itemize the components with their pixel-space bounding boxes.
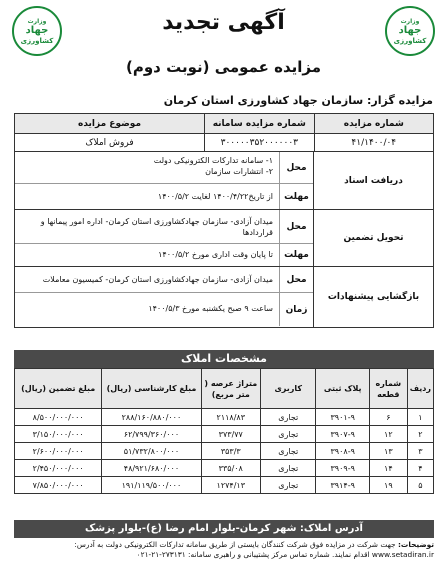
auction-subject: فروش املاک bbox=[85, 138, 134, 148]
cell: ۸/۵۰۰/۰۰۰/۰۰۰ bbox=[15, 409, 102, 426]
section-guarantee bbox=[15, 210, 433, 267]
section-row bbox=[15, 244, 313, 266]
cell: ۲۱۱۸/۸۳ bbox=[201, 409, 260, 426]
th-usage: کاربری bbox=[260, 369, 315, 409]
cell: تجاری bbox=[260, 460, 315, 477]
row-value: تا پایان وقت اداری مورخ ۱۴۰۰/۵/۲ bbox=[158, 250, 273, 259]
section-row bbox=[15, 184, 313, 209]
auction-number: ۴۱/۱۴۰۰/۰۴ bbox=[314, 134, 433, 151]
cell: ۴۸/۹۲۱/۶۸۰/۰۰۰ bbox=[102, 460, 201, 477]
section-row bbox=[15, 267, 313, 293]
section-label: تحویل تضمین bbox=[313, 210, 433, 266]
page-subtitle: مزایده عمومی (نوبت دوم) bbox=[125, 58, 322, 76]
row-line: ۲- انتشارات سازمان bbox=[205, 167, 273, 176]
section-documents bbox=[15, 152, 433, 210]
section-label: بازگشایی پیشنهادات bbox=[313, 267, 433, 327]
cell: ۳۹۰۷-۹ bbox=[316, 426, 369, 443]
row-value: از تاریخ۱۴۰۰/۴/۲۲ لغایت ۱۴۰۰/۵/۲ bbox=[157, 192, 273, 201]
cell: ۲/۶۰۰/۰۰۰/۰۰۰ bbox=[15, 443, 102, 460]
property-header-row bbox=[15, 369, 434, 409]
th-appraisal: مبلغ کارشناسی (ریال) bbox=[102, 369, 201, 409]
cell: ۱۲۷۴/۱۳ bbox=[201, 477, 260, 494]
row-key: مهلت bbox=[279, 244, 313, 266]
notes-label: توضیحات: bbox=[397, 540, 434, 549]
organizer-value: سازمان جهاد کشاورزی استان کرمان bbox=[163, 94, 364, 107]
th-parcel: شماره قطعه bbox=[369, 369, 407, 409]
row-key: محل bbox=[279, 267, 313, 292]
th-area: متراژ عرصه ( متر مربع) bbox=[201, 369, 260, 409]
info-header-row bbox=[15, 114, 433, 134]
th-plaque: پلاک ثبتی bbox=[316, 369, 369, 409]
cell: ۳۳۵/۰۸ bbox=[201, 460, 260, 477]
row-line: ۱- سامانه تدارکات الکترونیکی دولت bbox=[153, 156, 273, 165]
property-table bbox=[14, 368, 434, 494]
th-guarantee: مبلغ تضمین (ریال) bbox=[15, 369, 102, 409]
info-values-row bbox=[15, 134, 433, 152]
organizer-label: مزایده گزار: bbox=[367, 94, 433, 107]
cell: تجاری bbox=[260, 426, 315, 443]
table-row bbox=[15, 477, 434, 494]
cell: ۷/۸۵۰/۰۰۰/۰۰۰ bbox=[15, 477, 102, 494]
cell: ۳۷۳/۷۷ bbox=[201, 426, 260, 443]
logo-bottom-text: کشاورزی bbox=[20, 36, 54, 45]
row-key: محل bbox=[279, 152, 313, 183]
table-row bbox=[15, 443, 434, 460]
notes-text: جهت شرکت در مزایده فوق شرکت کنندگان بایستی از طریق سامانه تدارکات الکترونیکی دولت به آدرس: www.setadiran.ir اقدام نمایند. شماره تماس مرکز پشتیبانی و راهبری سامانه: ۲۷۳۱۳۱-۲۱-۰۲۱ bbox=[74, 540, 434, 559]
row-value bbox=[15, 152, 279, 183]
page-title: آگهی تجدید bbox=[162, 10, 285, 35]
cell: ۱۲ bbox=[369, 426, 407, 443]
header-samaneh-number: شماره مزایده سامانه bbox=[204, 114, 313, 134]
address-banner: آدرس املاک: شهر کرمان-بلوار امام رضا (ع)-بلوار پزشک bbox=[14, 520, 434, 538]
cell: ۳۹۰۸-۹ bbox=[316, 443, 369, 460]
auction-info-table bbox=[14, 113, 434, 328]
logo-bottom-text: کشاورزی bbox=[393, 36, 427, 45]
logo-top-text: وزارت bbox=[27, 17, 47, 25]
header-subject: موضوع مزایده bbox=[15, 114, 204, 134]
cell: ۳۵۳/۳ bbox=[201, 443, 260, 460]
logo-mid-text: جهاد bbox=[25, 24, 49, 36]
specs-banner: مشخصات املاک bbox=[14, 350, 434, 368]
cell: ۳۹۱۴-۹ bbox=[316, 477, 369, 494]
table-row bbox=[15, 460, 434, 477]
cell: ۱۹ bbox=[369, 477, 407, 494]
cell: ۱ bbox=[407, 409, 433, 426]
row-value: میدان آزادی- سازمان جهادکشاورزی استان کرمان- کمیسیون معاملات bbox=[42, 275, 273, 284]
cell: ۳۹۰۹-۹ bbox=[316, 460, 369, 477]
row-key: زمان bbox=[279, 293, 313, 326]
organizer-line bbox=[164, 94, 433, 107]
cell: ۳/۱۵۰/۰۰۰/۰۰۰ bbox=[15, 426, 102, 443]
cell: تجاری bbox=[260, 443, 315, 460]
cell: ۱۴ bbox=[369, 460, 407, 477]
logo-mid-text: جهاد bbox=[398, 24, 422, 36]
table-row bbox=[15, 426, 434, 443]
row-key: مهلت bbox=[279, 184, 313, 209]
cell: تجاری bbox=[260, 409, 315, 426]
section-row bbox=[15, 152, 313, 184]
cell: ۴ bbox=[407, 460, 433, 477]
row-value: ساعت ۹ صبح یکشنبه مورخ ۱۴۰۰/۵/۳ bbox=[148, 304, 273, 313]
samaneh-number: ۳۰۰۰۰۰۳۵۲۰۰۰۰۰۰۳ bbox=[204, 134, 313, 151]
section-opening bbox=[15, 267, 433, 327]
cell: ۶۲/۷۹۹/۳۶۰/۰۰۰ bbox=[102, 426, 201, 443]
section-row bbox=[15, 210, 313, 244]
header-auction-number: شماره مزایده bbox=[314, 114, 433, 134]
cell: تجاری bbox=[260, 477, 315, 494]
cell: ۲/۴۵۰/۰۰۰/۰۰۰ bbox=[15, 460, 102, 477]
cell: ۵ bbox=[407, 477, 433, 494]
cell: ۳ bbox=[407, 443, 433, 460]
cell: ۶ bbox=[369, 409, 407, 426]
cell: ۱۳ bbox=[369, 443, 407, 460]
th-row: ردیف bbox=[407, 369, 433, 409]
cell: ۲۸۸/۱۶۰/۸۸۰/۰۰۰ bbox=[102, 409, 201, 426]
cell: ۳۹۰۱-۹ bbox=[316, 409, 369, 426]
logo-top-text: وزارت bbox=[400, 17, 420, 25]
cell: ۵۱/۷۳۲/۸۰۰/۰۰۰ bbox=[102, 443, 201, 460]
cell: ۲ bbox=[407, 426, 433, 443]
row-key: محل bbox=[279, 210, 313, 243]
section-row bbox=[15, 293, 313, 326]
table-row bbox=[15, 409, 434, 426]
section-label: دریافت اسناد bbox=[313, 152, 433, 209]
notes bbox=[14, 540, 434, 560]
cell: ۱۹۱/۱۱۹/۵۰۰/۰۰۰ bbox=[102, 477, 201, 494]
row-value: میدان آزادی- سازمان جهادکشاورزی استان کرمان- اداره امور پیمانها و قراردادها bbox=[40, 217, 273, 237]
